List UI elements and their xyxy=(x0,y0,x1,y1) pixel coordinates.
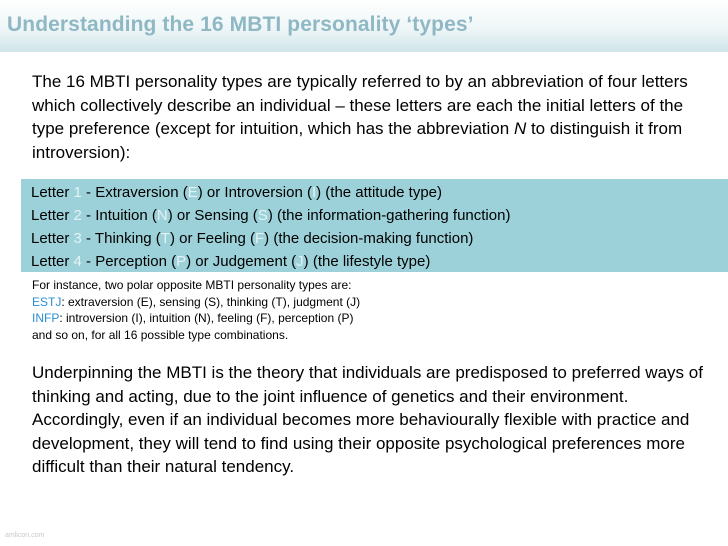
letter-option-2: ) or Judgement ( xyxy=(186,253,297,270)
letter-key-1: P xyxy=(176,253,187,270)
intro-paragraph xyxy=(32,70,712,164)
examples-intro: For instance, two polar opposite MBTI personality types are: xyxy=(32,278,352,292)
letter-number: 2 xyxy=(73,207,82,224)
title-bar xyxy=(0,0,728,52)
letter-option-1: - Intuition ( xyxy=(81,207,157,224)
letter-description: ) (the information-gathering function) xyxy=(267,207,511,224)
letter-line-2 xyxy=(31,207,510,224)
letter-prefix: Letter xyxy=(31,230,74,247)
letter-key-1: E xyxy=(187,184,198,201)
letter-number: 3 xyxy=(73,230,82,247)
examples-outro: and so on, for all 16 possible type combinations. xyxy=(32,327,289,342)
letter-number: 1 xyxy=(73,184,82,201)
letter-option-1: - Perception ( xyxy=(81,253,177,270)
letter-key-2: J xyxy=(296,253,304,270)
type-description: : extraversion (E), sensing (S), thinking (T), judgment (J) xyxy=(61,294,361,309)
letter-line-4 xyxy=(31,253,430,270)
footer-watermark: amlicon.com xyxy=(5,532,45,539)
type-description: : introversion (I), intuition (N), feeling (F), perception (P) xyxy=(59,311,354,325)
intro-text-end: to distinguish it from introversion): xyxy=(32,119,683,162)
letter-key-2: I xyxy=(311,184,317,201)
letter-option-1: - Extraversion ( xyxy=(81,184,188,201)
letter-description: ) (the attitude type) xyxy=(316,184,443,201)
theory-paragraph: Underpinning the MBTI is the theory that individuals are predisposed to preferred ways of thinking and acting, due to the joint influence of genetics and their environment. Accordingly, even if an individual becomes more behaviourally flexible with practice and development, they will tend to find using their opposite psychological preferences more difficult than their natural tendency. xyxy=(32,363,703,477)
letter-prefix: Letter xyxy=(31,253,74,270)
example-infp xyxy=(32,310,652,327)
letter-description: ) (the lifestyle type) xyxy=(303,253,431,270)
letter-key-1: N xyxy=(156,207,168,224)
letter-prefix: Letter xyxy=(31,184,74,201)
examples-block xyxy=(32,277,652,343)
slide-title: Understanding the 16 MBTI personality ‘types’ xyxy=(7,13,474,36)
letter-key-2: F xyxy=(255,230,265,247)
letter-key-2: S xyxy=(257,207,268,224)
letter-line-3 xyxy=(31,230,473,247)
letter-prefix: Letter xyxy=(31,207,74,224)
type-code: ESTJ xyxy=(32,294,62,309)
letter-key-1: T xyxy=(160,230,170,247)
letter-option-2: ) or Feeling ( xyxy=(169,230,255,247)
example-estj xyxy=(32,294,652,311)
letter-option-1: - Thinking ( xyxy=(81,230,161,247)
intro-n-abbreviation: N xyxy=(513,119,527,139)
intro-text-start: The 16 MBTI personality types are typically referred to by an abbreviation of four letters which collectively describe an individual – these letters are each the initial letters of the type preference (except for intuition, which has the abbreviation xyxy=(32,72,688,139)
letter-option-2: ) or Sensing ( xyxy=(167,207,258,224)
letter-line-1 xyxy=(31,184,442,201)
letter-option-2: ) or Introversion ( xyxy=(197,184,312,201)
letter-description: ) (the decision-making function) xyxy=(264,230,474,247)
letter-number: 4 xyxy=(73,253,82,270)
type-code: INFP xyxy=(32,311,60,325)
